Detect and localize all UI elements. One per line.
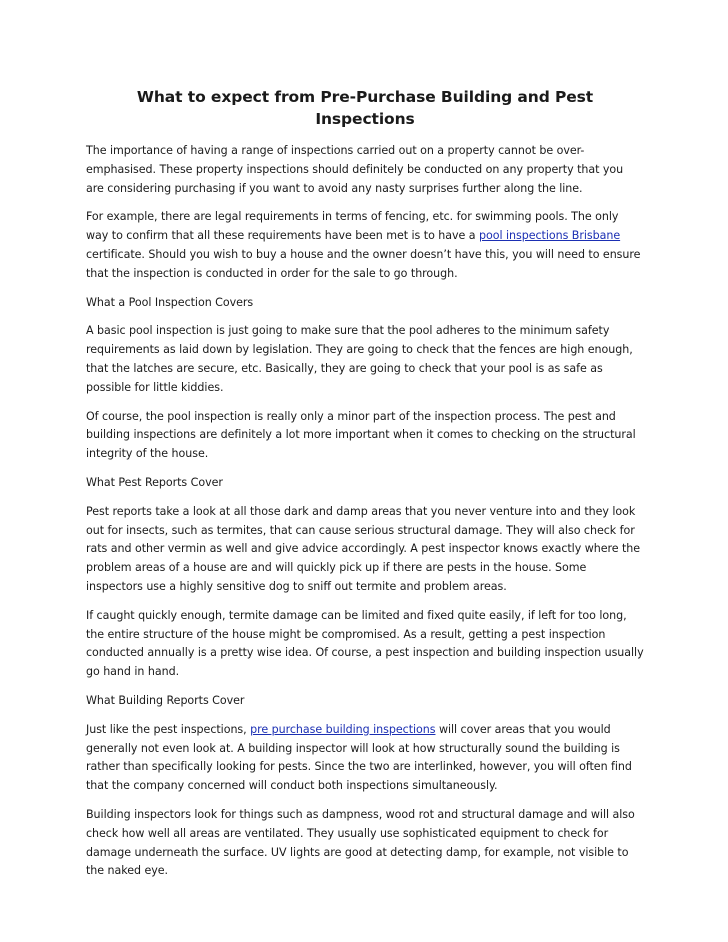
paragraph-text: For example, there are legal requirements in terms of fencing, etc. for swimming pools. The only way to confirm that all these requirements have been met is to have a — [86, 210, 619, 243]
paragraph-text: Just like the pest inspections, — [86, 722, 251, 736]
heading-pool-inspection: What a Pool Inspection Covers — [86, 295, 254, 309]
heading-pest-reports: What Pest Reports Cover — [86, 475, 223, 489]
paragraph-termite-damage: If caught quickly enough, termite damage can be limited and fixed quite easily, if left for too long, the entire structure of the house might be compromised. As a result, getting a pest inspection conducted annually is a pretty wise idea. Of course, a pest inspection and building inspection usually go hand in hand. — [86, 608, 644, 679]
paragraph-legal-requirements — [86, 208, 644, 283]
document-title: What to expect from Pre-Purchase Building and Pest Inspections — [136, 88, 594, 128]
pre-purchase-building-inspections-link[interactable]: pre purchase building inspections — [250, 722, 436, 736]
paragraph-pest-reports: Pest reports take a look at all those dark and damp areas that you never venture into and they look out for insects, such as termites, that can cause serious structural damage. They will also check for rats and other vermin as well and give advice accordingly. A pest inspector knows exactly where the problem areas of a house are and will quickly pick up if there are pests in the house. Some inspectors use a highly sensitive dog to sniff out termite and problem areas. — [86, 504, 641, 593]
paragraph-minor-part: Of course, the pool inspection is really only a minor part of the inspection process. The pest and building inspections are definitely a lot more important when it comes to checking on the structural integrity of the house. — [86, 409, 636, 461]
pool-inspections-brisbane-link[interactable]: pool inspections Brisbane — [479, 229, 621, 243]
paragraph-text: certificate. Should you wish to buy a house and the owner doesn’t have this, you will need to ensure that the inspection is conducted in order for the sale to go through. — [86, 247, 641, 280]
paragraph-building-inspectors: Building inspectors look for things such as dampness, wood rot and structural damage and will also check how well all areas are ventilated. They usually use sophisticated equipment to check for damage underneath the surface. UV lights are good at detecting damp, for example, not visible to the naked eye. — [86, 807, 635, 878]
paragraph-basic-pool-inspection: A basic pool inspection is just going to make sure that the pool adheres to the minimum safety requirements as laid down by legislation. They are going to check that the fences are high enough, that the latches are secure, etc. Basically, they are going to check that your pool is as safe as possible for little kiddies. — [86, 324, 633, 394]
paragraph-importance: The importance of having a range of inspections carried out on a property cannot be over-emphasised. These property inspections should definitely be conducted on any property that you are considering purchasing if you want to avoid any nasty surprises further along the line. — [86, 144, 624, 195]
paragraph-building-reports — [86, 721, 644, 796]
paragraph-text: will cover areas that you would generally not even look at. A building inspector will look at how structurally sound the building is rather than specifically looking for pests. Since the two are interlinked, however, you will often find that the company concerned will conduct both inspections simultaneously. — [86, 722, 632, 793]
heading-building-reports: What Building Reports Cover — [86, 693, 245, 707]
